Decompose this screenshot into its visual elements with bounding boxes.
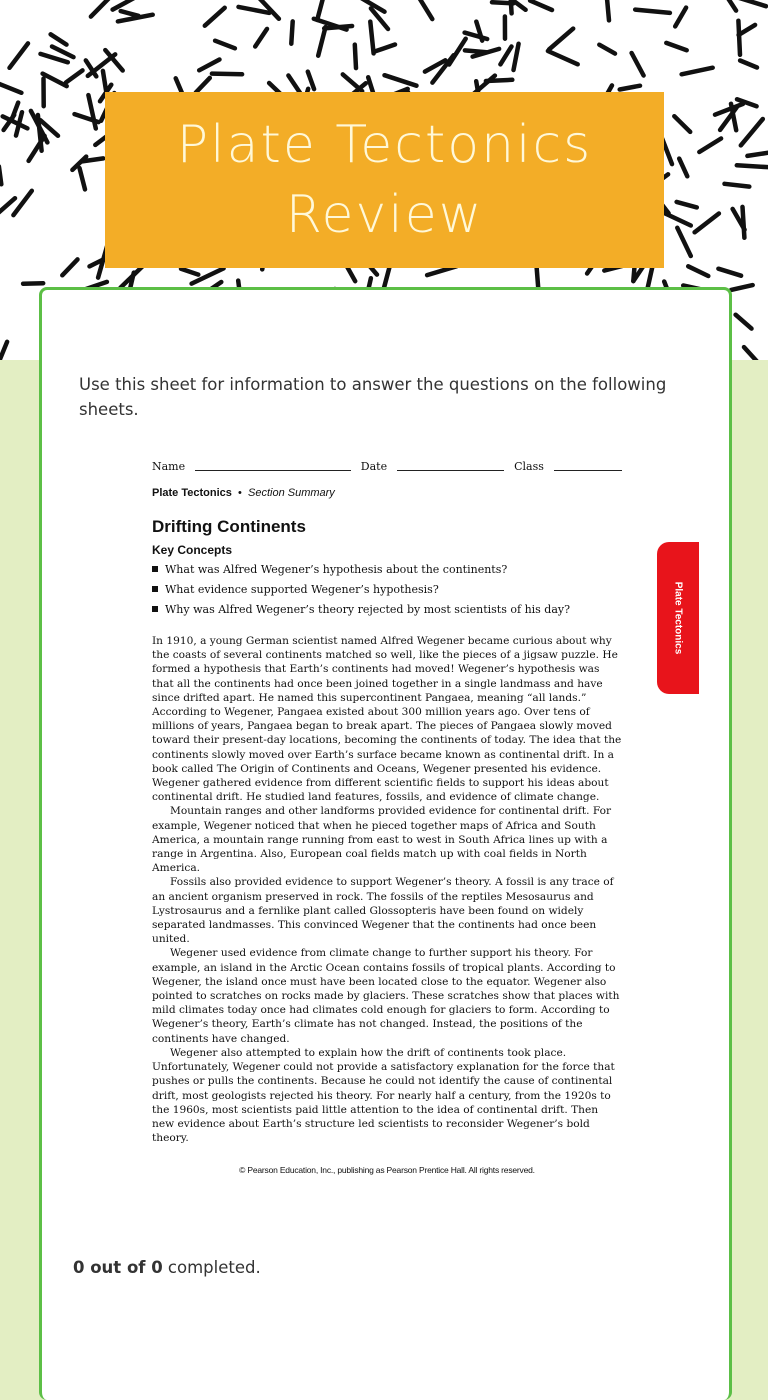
completion-status (73, 1258, 261, 1277)
worksheet-header-line (152, 460, 622, 473)
worksheet-card (39, 287, 732, 1400)
worksheet-image (152, 460, 622, 1175)
list-item (152, 580, 622, 600)
bullet-icon (152, 606, 158, 612)
list-item (152, 600, 622, 620)
summary-body (152, 634, 622, 1145)
key-concept-text: What evidence supported Wegener’s hypothesis? (165, 583, 439, 596)
name-blank (195, 460, 351, 471)
page-title-line-2: Review (286, 180, 484, 250)
crumb-section: Section Summary (248, 487, 335, 499)
chapter-side-tab (657, 542, 699, 694)
copyright: © Pearson Education, Inc., publishing as Pearson Prentice Hall. All rights reserved. (152, 1165, 622, 1175)
list-item (152, 560, 622, 580)
date-blank (397, 460, 504, 471)
bullet-icon (152, 566, 158, 572)
worksheet-heading: Drifting Continents (152, 517, 622, 537)
breadcrumb (152, 487, 622, 499)
completion-count: 0 out of 0 (73, 1258, 163, 1277)
paragraph: Wegener used evidence from climate change to further support his theory. For example, an island in the Arctic Ocean contains fossils of tropical plants. According to Wegener, the island once must have been located close to the equator. Wegener also pointed to scratches on rocks made by glaciers. These scratches show that places with mild climates today once had climates cold enough for glaciers to form. According to Wegener’s theory, Earth’s climate has not changed. Instead, the positions of the continents have changed. (152, 946, 622, 1045)
side-tab-label: Plate Tectonics (673, 582, 684, 655)
bullet-icon (152, 586, 158, 592)
completion-suffix: completed. (163, 1258, 261, 1277)
paragraph: Fossils also provided evidence to support Wegener’s theory. A fossil is any trace of an ancient organism preserved in rock. The fossils of the reptiles Mesosaurus and Lystrosaurus and a fernlike plant called Glossopteris have been found on widely separated landmasses. This convinced Wegener that the continents had once been united. (152, 875, 622, 946)
date-label: Date (361, 460, 387, 473)
paragraph: In 1910, a young German scientist named Alfred Wegener became curious about why the coasts of several continents matched so well, like the pieces of a jigsaw puzzle. He formed a hypothesis that Earth’s continents had moved! Wegener’s hypothesis was that all the continents had once been joined together in a single landmass and have since drifted apart. He named this supercontinent Pangaea, meaning “all lands.” According to Wegener, Pangaea existed about 300 million years ago. Over tens of millions of years, Pangaea began to break apart. The pieces of Pangaea slowly moved toward their present-day locations, becoming the continents of today. The idea that the continents slowly moved over Earth’s surface became known as continental drift. In a book called The Origin of Continents and Oceans, Wegener presented his evidence. Wegener gathered evidence from different scientific fields to support his ideas about continental drift. He studied land features, fossils, and evidence of climate change. (152, 634, 622, 804)
paragraph: Mountain ranges and other landforms provided evidence for continental drift. For example, Wegener noticed that when he pieced together maps of Africa and South America, a mountain range running from east to west in South Africa lines up with a range in Argentina. Also, European coal fields match up with coal fields in North America. (152, 804, 622, 875)
class-label: Class (514, 460, 544, 473)
crumb-separator: • (238, 487, 242, 499)
key-concepts-list (152, 560, 622, 620)
class-blank (554, 460, 622, 471)
crumb-chapter: Plate Tectonics (152, 487, 232, 499)
page-title-line-1: Plate Tectonics (177, 110, 592, 180)
key-concept-text: Why was Alfred Wegener’s theory rejected by most scientists of his day? (165, 603, 570, 616)
intro-text: Use this sheet for information to answer the questions on the following sheets. (79, 372, 679, 422)
name-label: Name (152, 460, 185, 473)
key-concept-text: What was Alfred Wegener’s hypothesis about the continents? (165, 563, 507, 576)
paragraph: Wegener also attempted to explain how the drift of continents took place. Unfortunately, Wegener could not provide a satisfactory explanation for the force that pushes or pulls the continents. Because he could not identify the cause of continental drift, most geologists rejected his theory. For nearly half a century, from the 1920s to the 1960s, most scientists paid little attention to the idea of continental drift. Then new evidence about Earth’s structure led scientists to reconsider Wegener’s bold theory. (152, 1046, 622, 1145)
title-banner (105, 92, 664, 268)
key-concepts-heading: Key Concepts (152, 543, 622, 557)
